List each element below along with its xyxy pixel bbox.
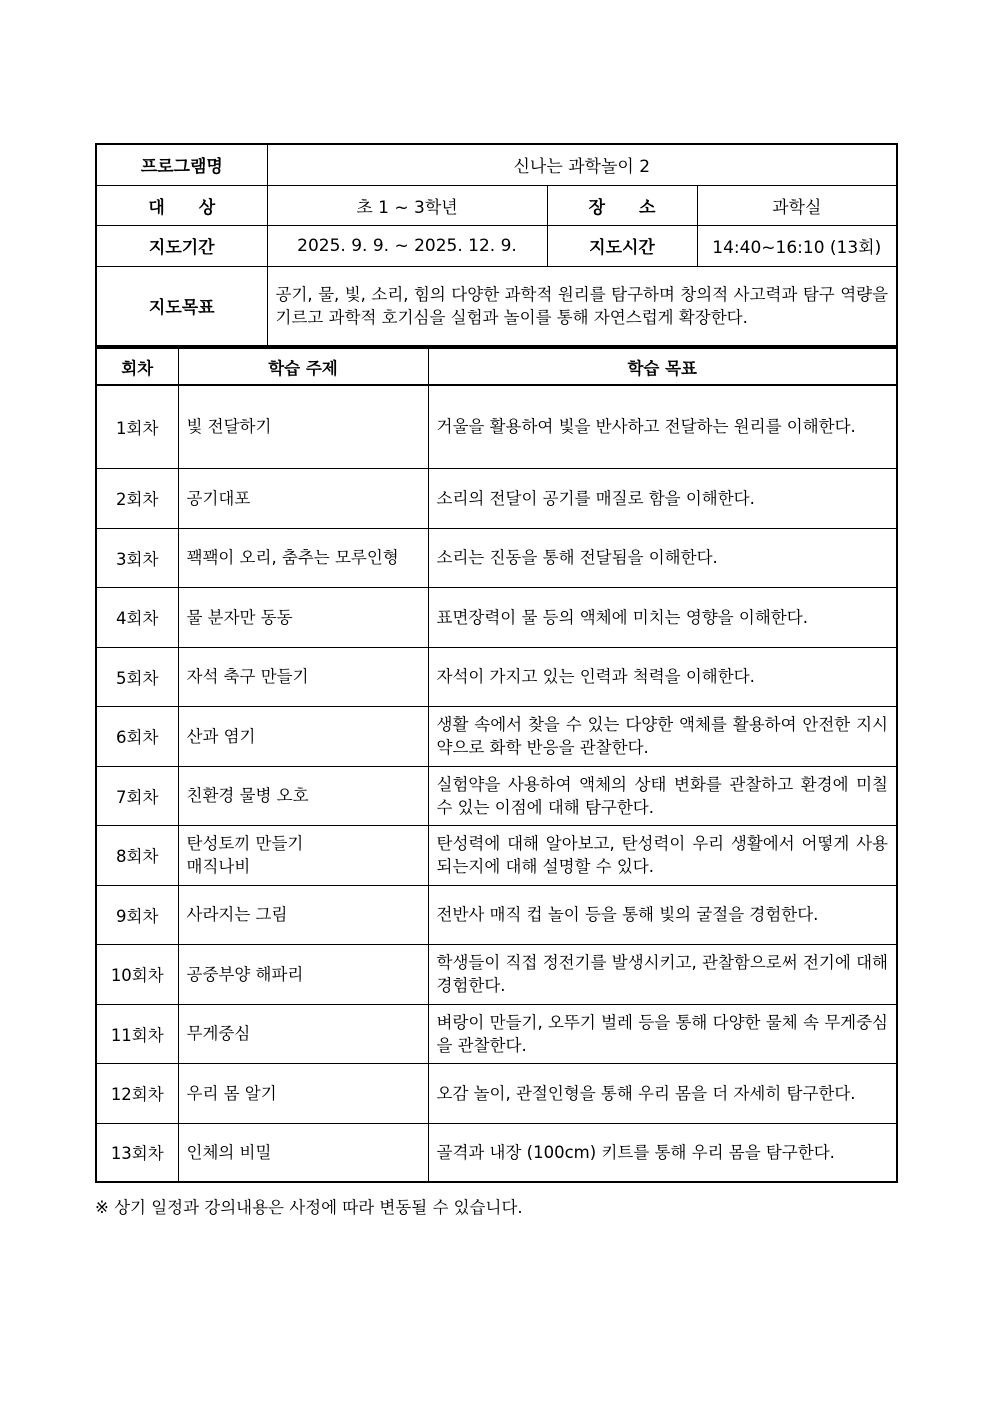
program-name-label: 프로그램명 bbox=[96, 144, 267, 185]
table-row bbox=[96, 766, 897, 825]
session-number: 10회차 bbox=[96, 944, 178, 1004]
session-objective: 학생들이 직접 정전기를 발생시키고, 관찰함으로써 전기에 대해 경험한다. bbox=[428, 944, 897, 1004]
session-topic: 인체의 비밀 bbox=[178, 1123, 428, 1182]
session-number: 2회차 bbox=[96, 468, 178, 528]
session-topic: 우리 몸 알기 bbox=[178, 1063, 428, 1123]
session-number: 8회차 bbox=[96, 825, 178, 885]
topic-header: 학습 주제 bbox=[178, 348, 428, 385]
table-row bbox=[96, 647, 897, 706]
session-header: 회차 bbox=[96, 348, 178, 385]
session-number: 4회차 bbox=[96, 587, 178, 647]
session-topic: 자석 축구 만들기 bbox=[178, 647, 428, 706]
table-row bbox=[96, 885, 897, 944]
table-row bbox=[96, 587, 897, 647]
target-label: 대 상 bbox=[96, 185, 267, 225]
session-topic: 산과 염기 bbox=[178, 706, 428, 766]
goal-value: 공기, 물, 빛, 소리, 힘의 다양한 과학적 원리를 탐구하며 창의적 사고력과 탐구 역량을 기르고 과학적 호기심을 실험과 놀이를 통해 자연스럽게 확장한다. bbox=[267, 266, 897, 346]
session-topic: 빛 전달하기 bbox=[178, 385, 428, 468]
table-row bbox=[96, 468, 897, 528]
goal-label: 지도목표 bbox=[96, 266, 267, 346]
table-row bbox=[96, 1123, 897, 1182]
session-topic-secondary: 매직나비 bbox=[186, 857, 251, 876]
session-topic: 사라지는 그림 bbox=[178, 885, 428, 944]
session-number: 12회차 bbox=[96, 1063, 178, 1123]
session-objective: 생활 속에서 찾을 수 있는 다양한 액체를 활용하여 안전한 지시약으로 화학 반응을 관찰한다. bbox=[428, 706, 897, 766]
session-objective: 실험약을 사용하여 액체의 상태 변화를 관찰하고 환경에 미칠 수 있는 이점에 대해 탐구한다. bbox=[428, 766, 897, 825]
session-number: 5회차 bbox=[96, 647, 178, 706]
period-label: 지도기간 bbox=[96, 225, 267, 266]
time-label: 지도시간 bbox=[547, 225, 697, 266]
program-name-value: 신나는 과학놀이 2 bbox=[267, 144, 897, 185]
session-topic: 친환경 물병 오호 bbox=[178, 766, 428, 825]
period-value: 2025. 9. 9. ~ 2025. 12. 9. bbox=[267, 225, 547, 266]
session-number: 1회차 bbox=[96, 385, 178, 468]
session-number: 3회차 bbox=[96, 528, 178, 587]
session-number: 9회차 bbox=[96, 885, 178, 944]
table-row bbox=[96, 385, 897, 468]
session-objective: 골격과 내장 (100cm) 키트를 통해 우리 몸을 탐구한다. bbox=[428, 1123, 897, 1182]
place-label: 장 소 bbox=[547, 185, 697, 225]
schedule-change-note: ※ 상기 일정과 강의내용은 사정에 따라 변동될 수 있습니다. bbox=[95, 1198, 523, 1217]
table-row bbox=[96, 706, 897, 766]
table-row bbox=[96, 944, 897, 1004]
place-value: 과학실 bbox=[697, 185, 897, 225]
schedule-header-row bbox=[96, 348, 897, 385]
session-number: 13회차 bbox=[96, 1123, 178, 1182]
table-row bbox=[96, 1063, 897, 1123]
session-objective: 벼랑이 만들기, 오뚜기 벌레 등을 통해 다양한 물체 속 무게중심을 관찰한다. bbox=[428, 1004, 897, 1063]
session-objective: 자석이 가지고 있는 인력과 척력을 이해한다. bbox=[428, 647, 897, 706]
session-number: 11회차 bbox=[96, 1004, 178, 1063]
session-objective: 소리의 전달이 공기를 매질로 함을 이해한다. bbox=[428, 468, 897, 528]
session-number: 7회차 bbox=[96, 766, 178, 825]
session-objective: 탄성력에 대해 알아보고, 탄성력이 우리 생활에서 어떻게 사용되는지에 대해 설명할 수 있다. bbox=[428, 825, 897, 885]
session-objective: 전반사 매직 컵 놀이 등을 통해 빛의 굴절을 경험한다. bbox=[428, 885, 897, 944]
objective-header: 학습 목표 bbox=[428, 348, 897, 385]
schedule-table bbox=[95, 347, 898, 1183]
session-topic: 공중부양 해파리 bbox=[178, 944, 428, 1004]
session-topic-cell bbox=[178, 825, 428, 885]
time-value: 14:40~16:10 (13회) bbox=[697, 225, 897, 266]
session-topic: 탄성토끼 만들기 bbox=[186, 834, 304, 853]
table-row bbox=[96, 528, 897, 587]
session-objective: 거울을 활용하여 빛을 반사하고 전달하는 원리를 이해한다. bbox=[428, 385, 897, 468]
session-topic: 공기대포 bbox=[178, 468, 428, 528]
session-topic: 꽥꽥이 오리, 춤추는 모루인형 bbox=[178, 528, 428, 587]
session-topic: 무게중심 bbox=[178, 1004, 428, 1063]
table-row bbox=[96, 1004, 897, 1063]
session-number: 6회차 bbox=[96, 706, 178, 766]
target-value: 초 1 ~ 3학년 bbox=[267, 185, 547, 225]
program-info-table bbox=[95, 143, 898, 347]
table-row bbox=[96, 825, 897, 885]
session-objective: 소리는 진동을 통해 전달됨을 이해한다. bbox=[428, 528, 897, 587]
session-topic: 물 분자만 동동 bbox=[178, 587, 428, 647]
session-objective: 오감 놀이, 관절인형을 통해 우리 몸을 더 자세히 탐구한다. bbox=[428, 1063, 897, 1123]
session-objective: 표면장력이 물 등의 액체에 미치는 영향을 이해한다. bbox=[428, 587, 897, 647]
